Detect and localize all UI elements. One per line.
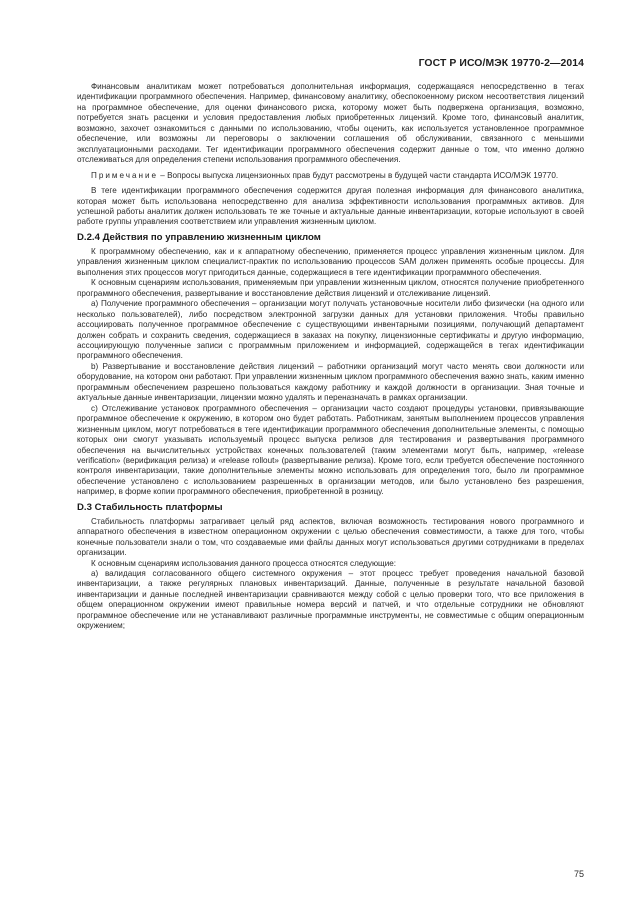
list-item: a) валидация согласованного общего системного окружения – этот процесс требует проведения начальной базовой инвентаризации, а также регулярных плановых инвентаризаций. Данные, полученные в результате начальной базовой инвентаризации и данные последней инвентаризации сравниваются между собой с целью проверки того, что все приложения в общем операционном окружении имеют правильные номера версий и патчей, и что отдельные сотрудники не обновляют программное обеспечение или не устанавливают различные программные инструменты, не совместимые с общим операционным окружением; <box>77 569 584 631</box>
note-label: Примечание <box>91 170 159 180</box>
section-heading: D.3 Стабильность платформы <box>77 501 223 513</box>
note <box>77 171 584 181</box>
paragraph: Стабильность платформы затрагивает целый ряд аспектов, включая возможность тестирования нового программного и аппаратного обеспечения в известном операционном окружении с целью обеспечения совместимости, а также для того, чтобы конечные пользователи знали о том, что создаваемые ими файлы данных могут использоваться другими сотрудниками в пределах организации. <box>77 516 584 558</box>
note-text: – Вопросы выпуска лицензионных прав будут рассмотрены в будущей части стандарта ИСО/МЭК 19770. <box>158 170 559 180</box>
list-item: c) Отслеживание установок программного обеспечения – организации часто создают процедуры установки, привязывающие программное обеспечение к окружению, в котором оно будет работать. Работникам, занятым выполнением процессов управления жизненным циклом, могут потребоваться в теге идентификации программного обеспечения дополнительные элементы, с помощью которых они смогут указывать используемый процесс выпуска релизов для тестирования и развертывания программного обеспечения на вычислительных устройствах конечных пользователей (таким элементами могут быть, например, «release verification» (верификация релиза) и «release rollout» (развертывание релиза). Кроме того, если требуется обеспечение постоянного контроля инвентаризации, такие дополнительные элементы можно использовать для определения того, было ли программное обеспечение установлено с использованием разрешенных в организации методов, или было установлено без разрешения, например, в форме копии программного обеспечения, приобретенной в розницу. <box>77 403 584 497</box>
paragraph: К основным сценариям использования, применяемым при управлении жизненным циклом, относятся получение приобретенного программного обеспечения, развертывание и восстановление действия лицензий и отслеживание лицензий. <box>77 278 584 298</box>
section-heading: D.2.4 Действия по управлению жизненным циклом <box>77 231 321 243</box>
paragraph: К программному обеспечению, как и к аппаратному обеспечению, применяется процесс управления жизненным циклом. Для управления жизненным циклом специалист-практик по использованию процессов SAM должен применять особые процессы. Для выполнения этих процессов могут пригодиться данные, содержащиеся в теге идентификации программного обеспечения. <box>77 246 584 277</box>
list-item: a) Получение программного обеспечения – организации могут получать установочные носители либо физически (на одного или несколько пользователей), либо посредством электронной загрузки данных для установки приложения. Чтобы правильно ассоциировать полученное программное обеспечение с существующими инвентарными позициями, получающий департамент должен собрать и сохранить сведения, содержащиеся в заказах на покупку, лицензионные сертификаты и другую информацию, ассоциирующую полученные записи с программным приложением и информацией, содержащейся в тегах идентификации программного обеспечения. <box>77 299 584 361</box>
document-header: ГОСТ Р ИСО/МЭК 19770-2—2014 <box>418 58 584 69</box>
paragraph: К основным сценариям использования данного процесса относятся следующие: <box>91 558 397 568</box>
paragraph: В теге идентификации программного обеспечения содержится другая полезная информация для финансового аналитика, которая может быть использована непосредственно для анализа эффективности использования программных активов. Для успешной работы аналитик должен использовать те же точные и актуальные данные инвентаризации, которые используют в своей работе группы управления соответствием или управления жизненным циклом. <box>77 186 584 227</box>
paragraph: Финансовым аналитикам может потребоваться дополнительная информация, содержащаяся непосредственно в тегах идентификации программного обеспечения. Например, финансовому аналитику, обеспокоенному риском несоответствия лицензий на программное обеспечение, для оценки финансового риска, которому может быть подвержена организация, возможно, потребуется знать расценки и условия предоставления любых приобретенных лицензий. Кроме того, финансовый аналитик, возможно, захочет ознакомиться с данными по использованию, чтобы оценить, как используется установленное программное обеспечение, или возможны ли переговоры о заключении соглашения об обслуживании, связанного с меньшими эксплуатационными расходами. Тег идентификации программного обеспечения содержит данные о том, что именно должно отслеживаться для определения степени использования программного обеспечения. <box>77 82 584 165</box>
page-number: 75 <box>573 869 584 879</box>
document-body <box>77 82 584 632</box>
list-item: b) Развертывание и восстановление действия лицензий – работники организаций могут часто менять свои должности или оборудование, на котором они работают. При управлении жизненным циклом программного обеспечения важно знать, каким именно программным обеспечением разрешено пользоваться каждому работнику и каждой должности в организации. Зная точные и актуальные данные инвентаризации, лицензии можно удалять и переназначать в рамках организации. <box>77 361 584 403</box>
